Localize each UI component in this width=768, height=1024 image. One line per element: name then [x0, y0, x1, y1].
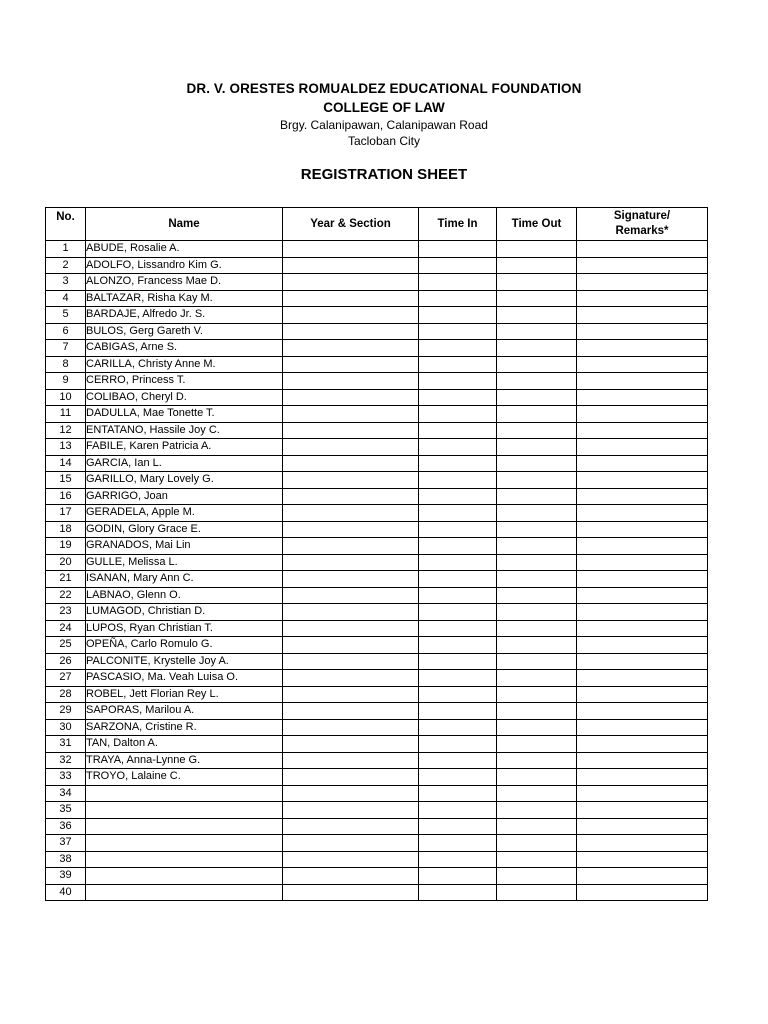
signature-remarks-cell[interactable]: [577, 620, 708, 637]
student-name: [86, 835, 283, 852]
table-row: [46, 505, 708, 522]
table-row: [46, 851, 708, 868]
time-out-cell[interactable]: [497, 884, 577, 901]
year-section-cell[interactable]: [283, 455, 419, 472]
student-name: SAPORAS, Marilou A.: [86, 703, 283, 720]
signature-remarks-cell[interactable]: [577, 257, 708, 274]
signature-remarks-cell[interactable]: [577, 505, 708, 522]
table-row: [46, 802, 708, 819]
row-number: 28: [46, 686, 86, 703]
signature-remarks-cell[interactable]: [577, 604, 708, 621]
table-row: [46, 637, 708, 654]
signature-remarks-cell[interactable]: [577, 241, 708, 258]
row-number: 2: [46, 257, 86, 274]
year-section-cell[interactable]: [283, 835, 419, 852]
signature-remarks-cell[interactable]: [577, 752, 708, 769]
signature-remarks-cell[interactable]: [577, 703, 708, 720]
time-in-cell[interactable]: [419, 241, 497, 258]
table-row: [46, 488, 708, 505]
signature-remarks-cell[interactable]: [577, 851, 708, 868]
year-section-cell[interactable]: [283, 554, 419, 571]
table-row: [46, 835, 708, 852]
row-number: 12: [46, 422, 86, 439]
student-name: ALONZO, Francess Mae D.: [86, 274, 283, 291]
time-in-cell[interactable]: [419, 736, 497, 753]
table-row: [46, 571, 708, 588]
time-in-cell[interactable]: [419, 422, 497, 439]
table-body: [46, 241, 708, 901]
time-out-cell[interactable]: [497, 340, 577, 357]
time-out-cell[interactable]: [497, 835, 577, 852]
student-name: [86, 868, 283, 885]
registration-table: [45, 207, 708, 901]
year-section-cell[interactable]: [283, 472, 419, 489]
student-name: [86, 802, 283, 819]
row-number: 24: [46, 620, 86, 637]
row-number: 35: [46, 802, 86, 819]
time-in-cell[interactable]: [419, 356, 497, 373]
table-row: [46, 554, 708, 571]
year-section-cell[interactable]: [283, 290, 419, 307]
time-in-cell[interactable]: [419, 587, 497, 604]
time-in-cell[interactable]: [419, 802, 497, 819]
year-section-cell[interactable]: [283, 637, 419, 654]
student-name: [86, 884, 283, 901]
time-in-cell[interactable]: [419, 488, 497, 505]
year-section-cell[interactable]: [283, 686, 419, 703]
table-row: [46, 620, 708, 637]
signature-remarks-cell[interactable]: [577, 439, 708, 456]
year-section-cell[interactable]: [283, 785, 419, 802]
student-name: DADULLA, Mae Tonette T.: [86, 406, 283, 423]
table-row: [46, 340, 708, 357]
year-section-cell[interactable]: [283, 274, 419, 291]
table-row: [46, 587, 708, 604]
student-name: TROYO, Lalaine C.: [86, 769, 283, 786]
student-name: GODIN, Glory Grace E.: [86, 521, 283, 538]
time-in-cell[interactable]: [419, 323, 497, 340]
college-name: COLLEGE OF LAW: [323, 100, 445, 115]
year-section-cell[interactable]: [283, 521, 419, 538]
row-number: 34: [46, 785, 86, 802]
time-in-cell[interactable]: [419, 257, 497, 274]
year-section-cell[interactable]: [283, 241, 419, 258]
time-in-cell[interactable]: [419, 785, 497, 802]
signature-remarks-cell[interactable]: [577, 274, 708, 291]
row-number: 4: [46, 290, 86, 307]
time-in-cell[interactable]: [419, 505, 497, 522]
signature-header-line-2: Remarks*: [615, 225, 669, 237]
year-section-cell[interactable]: [283, 373, 419, 390]
time-in-cell[interactable]: [419, 307, 497, 324]
time-out-cell[interactable]: [497, 290, 577, 307]
row-number: 30: [46, 719, 86, 736]
time-out-cell[interactable]: [497, 587, 577, 604]
time-out-cell[interactable]: [497, 769, 577, 786]
row-number: 1: [46, 241, 86, 258]
time-out-cell[interactable]: [497, 653, 577, 670]
time-out-cell[interactable]: [497, 356, 577, 373]
time-in-cell[interactable]: [419, 472, 497, 489]
student-name: ADOLFO, Lissandro Kim G.: [86, 257, 283, 274]
row-number: 37: [46, 835, 86, 852]
signature-remarks-cell[interactable]: [577, 521, 708, 538]
signature-remarks-cell[interactable]: [577, 455, 708, 472]
time-in-cell[interactable]: [419, 769, 497, 786]
address-line-1: Brgy. Calanipawan, Calanipawan Road: [280, 118, 488, 132]
time-in-cell[interactable]: [419, 439, 497, 456]
column-header-time-out: Time Out: [497, 208, 577, 241]
table-row: [46, 373, 708, 390]
time-out-cell[interactable]: [497, 373, 577, 390]
year-section-cell[interactable]: [283, 653, 419, 670]
time-in-cell[interactable]: [419, 703, 497, 720]
signature-header-line-1: Signature/: [613, 210, 671, 222]
table-row: [46, 604, 708, 621]
signature-remarks-cell[interactable]: [577, 538, 708, 555]
signature-remarks-cell[interactable]: [577, 307, 708, 324]
time-in-cell[interactable]: [419, 752, 497, 769]
time-in-cell[interactable]: [419, 686, 497, 703]
table-row: [46, 686, 708, 703]
signature-remarks-cell[interactable]: [577, 554, 708, 571]
table-row: [46, 818, 708, 835]
student-name: BARDAJE, Alfredo Jr. S.: [86, 307, 283, 324]
signature-remarks-cell[interactable]: [577, 785, 708, 802]
year-section-cell[interactable]: [283, 422, 419, 439]
time-out-cell[interactable]: [497, 785, 577, 802]
signature-remarks-cell[interactable]: [577, 323, 708, 340]
table-row: [46, 257, 708, 274]
time-in-cell[interactable]: [419, 851, 497, 868]
signature-remarks-cell[interactable]: [577, 472, 708, 489]
table-row: [46, 439, 708, 456]
signature-remarks-cell[interactable]: [577, 587, 708, 604]
row-number: 20: [46, 554, 86, 571]
student-name: GRANADOS, Mai Lin: [86, 538, 283, 555]
time-in-cell[interactable]: [419, 637, 497, 654]
signature-remarks-cell[interactable]: [577, 736, 708, 753]
row-number: 9: [46, 373, 86, 390]
year-section-cell[interactable]: [283, 818, 419, 835]
student-name: LABNAO, Glenn O.: [86, 587, 283, 604]
time-out-cell[interactable]: [497, 604, 577, 621]
document-title: REGISTRATION SHEET: [300, 166, 468, 183]
student-name: COLIBAO, Cheryl D.: [86, 389, 283, 406]
signature-remarks-cell[interactable]: [577, 373, 708, 390]
row-number: 26: [46, 653, 86, 670]
student-name: FABILE, Karen Patricia A.: [86, 439, 283, 456]
year-section-cell[interactable]: [283, 670, 419, 687]
student-name: GERADELA, Apple M.: [86, 505, 283, 522]
time-out-cell[interactable]: [497, 670, 577, 687]
year-section-cell[interactable]: [283, 323, 419, 340]
student-name: GARILLO, Mary Lovely G.: [86, 472, 283, 489]
table-row: [46, 736, 708, 753]
signature-remarks-cell[interactable]: [577, 670, 708, 687]
signature-remarks-cell[interactable]: [577, 653, 708, 670]
student-name: ROBEL, Jett Florian Rey L.: [86, 686, 283, 703]
row-number: 14: [46, 455, 86, 472]
table-row: [46, 752, 708, 769]
student-name: ABUDE, Rosalie A.: [86, 241, 283, 258]
time-out-cell[interactable]: [497, 488, 577, 505]
student-name: PALCONITE, Krystelle Joy A.: [86, 653, 283, 670]
table-row: [46, 719, 708, 736]
year-section-cell[interactable]: [283, 851, 419, 868]
time-out-cell[interactable]: [497, 554, 577, 571]
time-in-cell[interactable]: [419, 373, 497, 390]
signature-remarks-cell[interactable]: [577, 356, 708, 373]
row-number: 39: [46, 868, 86, 885]
row-number: 6: [46, 323, 86, 340]
student-name: GARCIA, Ian L.: [86, 455, 283, 472]
year-section-cell[interactable]: [283, 538, 419, 555]
time-in-cell[interactable]: [419, 554, 497, 571]
time-in-cell[interactable]: [419, 389, 497, 406]
row-number: 29: [46, 703, 86, 720]
row-number: 18: [46, 521, 86, 538]
time-in-cell[interactable]: [419, 274, 497, 291]
signature-remarks-cell[interactable]: [577, 571, 708, 588]
row-number: 38: [46, 851, 86, 868]
signature-remarks-cell[interactable]: [577, 802, 708, 819]
row-number: 25: [46, 637, 86, 654]
row-number: 17: [46, 505, 86, 522]
year-section-cell[interactable]: [283, 802, 419, 819]
year-section-cell[interactable]: [283, 356, 419, 373]
row-number: 27: [46, 670, 86, 687]
student-name: ISANAN, Mary Ann C.: [86, 571, 283, 588]
signature-remarks-cell[interactable]: [577, 818, 708, 835]
year-section-cell[interactable]: [283, 488, 419, 505]
year-section-cell[interactable]: [283, 884, 419, 901]
year-section-cell[interactable]: [283, 719, 419, 736]
time-in-cell[interactable]: [419, 884, 497, 901]
year-section-cell[interactable]: [283, 257, 419, 274]
time-out-cell[interactable]: [497, 257, 577, 274]
time-out-cell[interactable]: [497, 686, 577, 703]
column-header-year-section: Year & Section: [283, 208, 419, 241]
year-section-cell[interactable]: [283, 752, 419, 769]
time-out-cell[interactable]: [497, 455, 577, 472]
time-out-cell[interactable]: [497, 406, 577, 423]
student-name: BALTAZAR, Risha Kay M.: [86, 290, 283, 307]
time-out-cell[interactable]: [497, 752, 577, 769]
student-name: GARRIGO, Joan: [86, 488, 283, 505]
table-row: [46, 670, 708, 687]
student-name: SARZONA, Cristine R.: [86, 719, 283, 736]
table-row: [46, 472, 708, 489]
year-section-cell[interactable]: [283, 868, 419, 885]
table-row: [46, 290, 708, 307]
year-section-cell[interactable]: [283, 571, 419, 588]
student-name: CARILLA, Christy Anne M.: [86, 356, 283, 373]
column-header-no: No.: [46, 208, 86, 241]
time-in-cell[interactable]: [419, 719, 497, 736]
time-out-cell[interactable]: [497, 241, 577, 258]
time-out-cell[interactable]: [497, 307, 577, 324]
student-name: [86, 851, 283, 868]
time-out-cell[interactable]: [497, 439, 577, 456]
signature-remarks-cell[interactable]: [577, 340, 708, 357]
table-row: [46, 241, 708, 258]
row-number: 19: [46, 538, 86, 555]
row-number: 3: [46, 274, 86, 291]
row-number: 11: [46, 406, 86, 423]
table-row: [46, 653, 708, 670]
row-number: 22: [46, 587, 86, 604]
table-row: [46, 389, 708, 406]
time-in-cell[interactable]: [419, 620, 497, 637]
table-header-row: [46, 208, 708, 241]
year-section-cell[interactable]: [283, 406, 419, 423]
time-in-cell[interactable]: [419, 521, 497, 538]
table-row: [46, 455, 708, 472]
time-in-cell[interactable]: [419, 290, 497, 307]
table-row: [46, 356, 708, 373]
signature-remarks-cell[interactable]: [577, 422, 708, 439]
time-out-cell[interactable]: [497, 422, 577, 439]
table-row: [46, 868, 708, 885]
time-in-cell[interactable]: [419, 455, 497, 472]
year-section-cell[interactable]: [283, 587, 419, 604]
signature-remarks-cell[interactable]: [577, 488, 708, 505]
time-out-cell[interactable]: [497, 736, 577, 753]
time-in-cell[interactable]: [419, 818, 497, 835]
year-section-cell[interactable]: [283, 703, 419, 720]
organization-name: DR. V. ORESTES ROMUALDEZ EDUCATIONAL FOUNDATION: [186, 81, 582, 96]
row-number: 10: [46, 389, 86, 406]
time-out-cell[interactable]: [497, 703, 577, 720]
time-out-cell[interactable]: [497, 274, 577, 291]
student-name: TAN, Dalton A.: [86, 736, 283, 753]
table-row: [46, 769, 708, 786]
time-out-cell[interactable]: [497, 472, 577, 489]
time-out-cell[interactable]: [497, 571, 577, 588]
student-name: [86, 785, 283, 802]
row-number: 15: [46, 472, 86, 489]
time-out-cell[interactable]: [497, 505, 577, 522]
signature-remarks-cell[interactable]: [577, 290, 708, 307]
time-out-cell[interactable]: [497, 868, 577, 885]
time-out-cell[interactable]: [497, 637, 577, 654]
student-name: OPEÑA, Carlo Romulo G.: [86, 637, 283, 654]
row-number: 21: [46, 571, 86, 588]
signature-remarks-cell[interactable]: [577, 719, 708, 736]
table-row: [46, 703, 708, 720]
time-out-cell[interactable]: [497, 323, 577, 340]
row-number: 7: [46, 340, 86, 357]
row-number: 40: [46, 884, 86, 901]
column-header-signature-remarks: [577, 208, 708, 241]
row-number: 16: [46, 488, 86, 505]
time-out-cell[interactable]: [497, 521, 577, 538]
time-out-cell[interactable]: [497, 620, 577, 637]
time-out-cell[interactable]: [497, 818, 577, 835]
signature-remarks-cell[interactable]: [577, 389, 708, 406]
signature-remarks-cell[interactable]: [577, 835, 708, 852]
year-section-cell[interactable]: [283, 389, 419, 406]
table-row: [46, 422, 708, 439]
table-row: [46, 307, 708, 324]
column-header-name: Name: [86, 208, 283, 241]
time-in-cell[interactable]: [419, 571, 497, 588]
table-row: [46, 406, 708, 423]
signature-remarks-cell[interactable]: [577, 884, 708, 901]
year-section-cell[interactable]: [283, 340, 419, 357]
time-in-cell[interactable]: [419, 835, 497, 852]
time-in-cell[interactable]: [419, 653, 497, 670]
table-row: [46, 521, 708, 538]
year-section-cell[interactable]: [283, 439, 419, 456]
year-section-cell[interactable]: [283, 769, 419, 786]
student-name: ENTATANO, Hassile Joy C.: [86, 422, 283, 439]
row-number: 5: [46, 307, 86, 324]
student-name: GULLE, Melissa L.: [86, 554, 283, 571]
signature-remarks-cell[interactable]: [577, 868, 708, 885]
time-in-cell[interactable]: [419, 538, 497, 555]
time-out-cell[interactable]: [497, 719, 577, 736]
student-name: BULOS, Gerg Gareth V.: [86, 323, 283, 340]
table-row: [46, 538, 708, 555]
year-section-cell[interactable]: [283, 307, 419, 324]
row-number: 32: [46, 752, 86, 769]
document-header: [0, 80, 768, 149]
time-in-cell[interactable]: [419, 340, 497, 357]
row-number: 23: [46, 604, 86, 621]
student-name: LUMAGOD, Christian D.: [86, 604, 283, 621]
row-number: 36: [46, 818, 86, 835]
time-out-cell[interactable]: [497, 389, 577, 406]
table-row: [46, 884, 708, 901]
student-name: CERRO, Princess T.: [86, 373, 283, 390]
address-line-2: Tacloban City: [347, 134, 421, 148]
student-name: CABIGAS, Arne S.: [86, 340, 283, 357]
signature-remarks-cell[interactable]: [577, 637, 708, 654]
table-row: [46, 323, 708, 340]
student-name: LUPOS, Ryan Christian T.: [86, 620, 283, 637]
row-number: 31: [46, 736, 86, 753]
student-name: [86, 818, 283, 835]
time-out-cell[interactable]: [497, 538, 577, 555]
signature-remarks-cell[interactable]: [577, 686, 708, 703]
year-section-cell[interactable]: [283, 620, 419, 637]
student-name: TRAYA, Anna-Lynne G.: [86, 752, 283, 769]
signature-remarks-cell[interactable]: [577, 406, 708, 423]
time-in-cell[interactable]: [419, 604, 497, 621]
year-section-cell[interactable]: [283, 505, 419, 522]
time-in-cell[interactable]: [419, 868, 497, 885]
row-number: 13: [46, 439, 86, 456]
table-row: [46, 274, 708, 291]
column-header-time-in: Time In: [419, 208, 497, 241]
row-number: 8: [46, 356, 86, 373]
time-out-cell[interactable]: [497, 802, 577, 819]
time-in-cell[interactable]: [419, 670, 497, 687]
year-section-cell[interactable]: [283, 604, 419, 621]
time-in-cell[interactable]: [419, 406, 497, 423]
student-name: PASCASIO, Ma. Veah Luisa O.: [86, 670, 283, 687]
year-section-cell[interactable]: [283, 736, 419, 753]
signature-remarks-cell[interactable]: [577, 769, 708, 786]
time-out-cell[interactable]: [497, 851, 577, 868]
table-row: [46, 785, 708, 802]
row-number: 33: [46, 769, 86, 786]
